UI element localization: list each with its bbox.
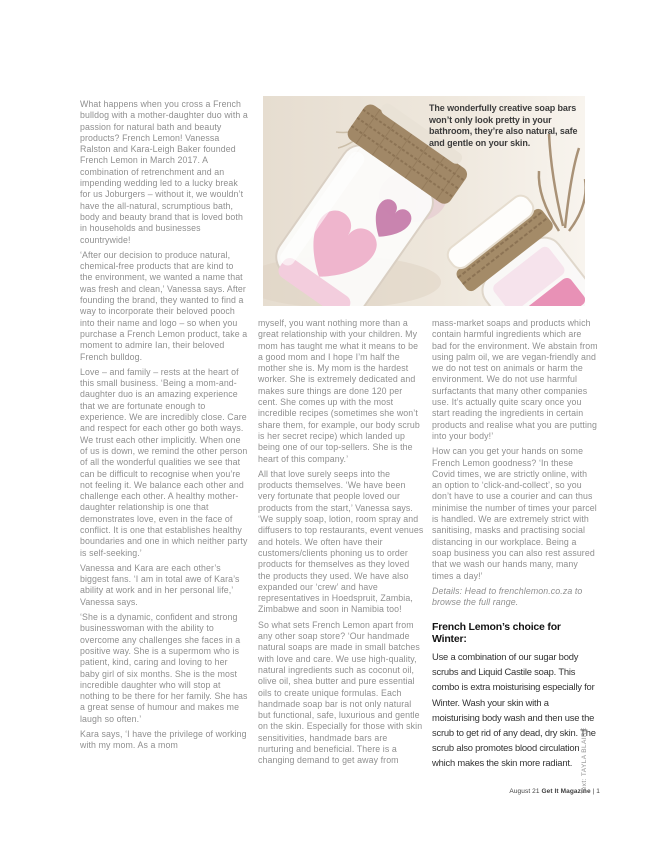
winter-box-body: Use a combination of our sugar body scrubs and Liquid Castile soap. This combo is extra moisturising especially for Winter. Wash your skin with a moisturising body wash and then use the scrub to get rid of any dead, dry skin. The scrub also promotes blood circulation which makes the skin more radiant. [432,651,596,769]
paragraph: ‘After our decision to produce natural, chemical-free products that are kind to the environment, we wanted a name that was fresh and clean,’ Vanessa says. After founding the brand, they wanted to find a way to incorporate their beloved pooch into their name and logo – so when you purchase a French Lemon product, take a moment to admire Ian, their beloved French bulldog. [80,249,248,362]
paragraph: ‘She is a dynamic, confident and strong businesswoman with the ability to overcome any challenges she faces in a positive way. She is a supermom who is patient, kind, caring and loving to her baby girl of six months. She is the most incredible daughter who will stop at nothing to be there for her family. She has a great sense of humour and makes me laugh so often.’ [80,612,248,724]
author-credit: Text: TAYLA BLAIRE [581,727,588,794]
article-photo [263,96,585,306]
article-column-2 [258,318,424,771]
details-note: Details: Head to frenchlemon.co.za to browse the full range. [432,585,583,608]
paragraph: So what sets French Lemon apart from any other soap store? ‘Our handmade natural soaps are made in small batches with love and care. We use high-quality, natural ingredients such as coconut oil, olive oil, shea butter and pure essential oils to create unique formulas. Each handmade soap bar is not only natural but functional, safe, luxurious and gentle on the skin. Especially for those with skin sensitivities, handmade bars are nurturing and beneficial. There is a changing demand to get away from [258,619,423,766]
paragraph: mass-market soaps and products which contain harmful ingredients which are bad for the environment. We abstain from using palm oil, we are vegan-friendly and we do not test on animals or harm the environment. We do not use harmful surfactants that many other companies use. It’s actually quite scary once you start reading the ingredients in certain products and realise what you are putting into your body!’ [432,318,598,441]
footer-page-number: | 1 [592,788,600,795]
paragraph: myself, you want nothing more than a great relationship with your children. My mom has taught me what it means to be a good mom and I hope I’m half the mother she is. My mom is the hardest worker. She is extremely dedicated and makes sure things are done 120 per cent. She comes up with the most incredible recipes (sometimes she won’t share them, for example, our body scrub is her secret recipe) which landed up being one of our top-sellers. She is the heart of this company.’ [258,318,420,464]
paragraph: Kara says, ‘I have the privilege of working with my mom. As a mom [80,729,247,751]
footer-magazine-name: Get It Magazine [541,788,591,795]
article-column-1 [80,99,248,756]
paragraph: All that love surely seeps into the products themselves. ‘We have been very fortunate that people loved our products from the start,’ Vanessa says. ‘We supply soap, lotion, room spray and diffusers to top restaurants, event venues and hotels. We often have their customers/clients phoning us to order products for themselves as they loved the products they used. We have also expanded our ‘crew’ and have representatives in Hoedspruit, Zambia, Zimbabwe and soon in Namibia too! [258,468,424,615]
page-footer [509,788,600,795]
paragraph: Love – and family – rests at the heart of this small business. ‘Being a mom-and-daughter duo is an amazing experience that we are fortunate enough to experience. We are incredibly close. Care and respect for each other go both ways. We trust each other implicitly. When one of us is down, we remind the other person of all the wonderful qualities we see that can be difficult to recognise when you’re not feeling it. We balance each other and challenge each other. A healthy mother-daughter relationship is one that demonstrates love, even in the face of conflict. It is one that establishes healthy boundaries and one in which neither party is self-seeking.’ [80,366,248,558]
paragraph: Vanessa and Kara are each other’s biggest fans. ‘I am in total awe of Kara’s ability at work and in her personal life,’ Vanessa says. [80,562,240,607]
article-column-3 [432,318,598,775]
paragraph: How can you get your hands on some French Lemon goodness? ‘In these Covid times, we are strictly online, with an option to ‘click-and-collect’, so you don’t have to use a courier and can thus minimise the number of times your parcel is handled. We are extremely strict with sanitising, masks and practising social distancing in our workplace. Being a soap business you can also rest assured that we wash our hands many, many times a day!’ [432,446,597,581]
paragraph: What happens when you cross a French bulldog with a mother-daughter duo with a passion for natural bath and beauty products? French Lemon! Vanessa Ralston and Kara-Leigh Baker founded French Lemon in March 2017. A combination of retrenchment and an impending wedding led to a lucky break for us Joburgers – without it, we wouldn’t have the all-natural, scrumptious bath, body and beauty brand that is loved both in households and businesses countrywide! [80,99,248,245]
footer-date: August 21 [509,788,540,795]
photo-caption: The wonderfully creative soap bars won’t only look pretty in your bathroom, they’re also natural, safe and gentle on your skin. [429,103,578,148]
winter-box-heading: French Lemon’s choice for Winter: [432,621,561,645]
